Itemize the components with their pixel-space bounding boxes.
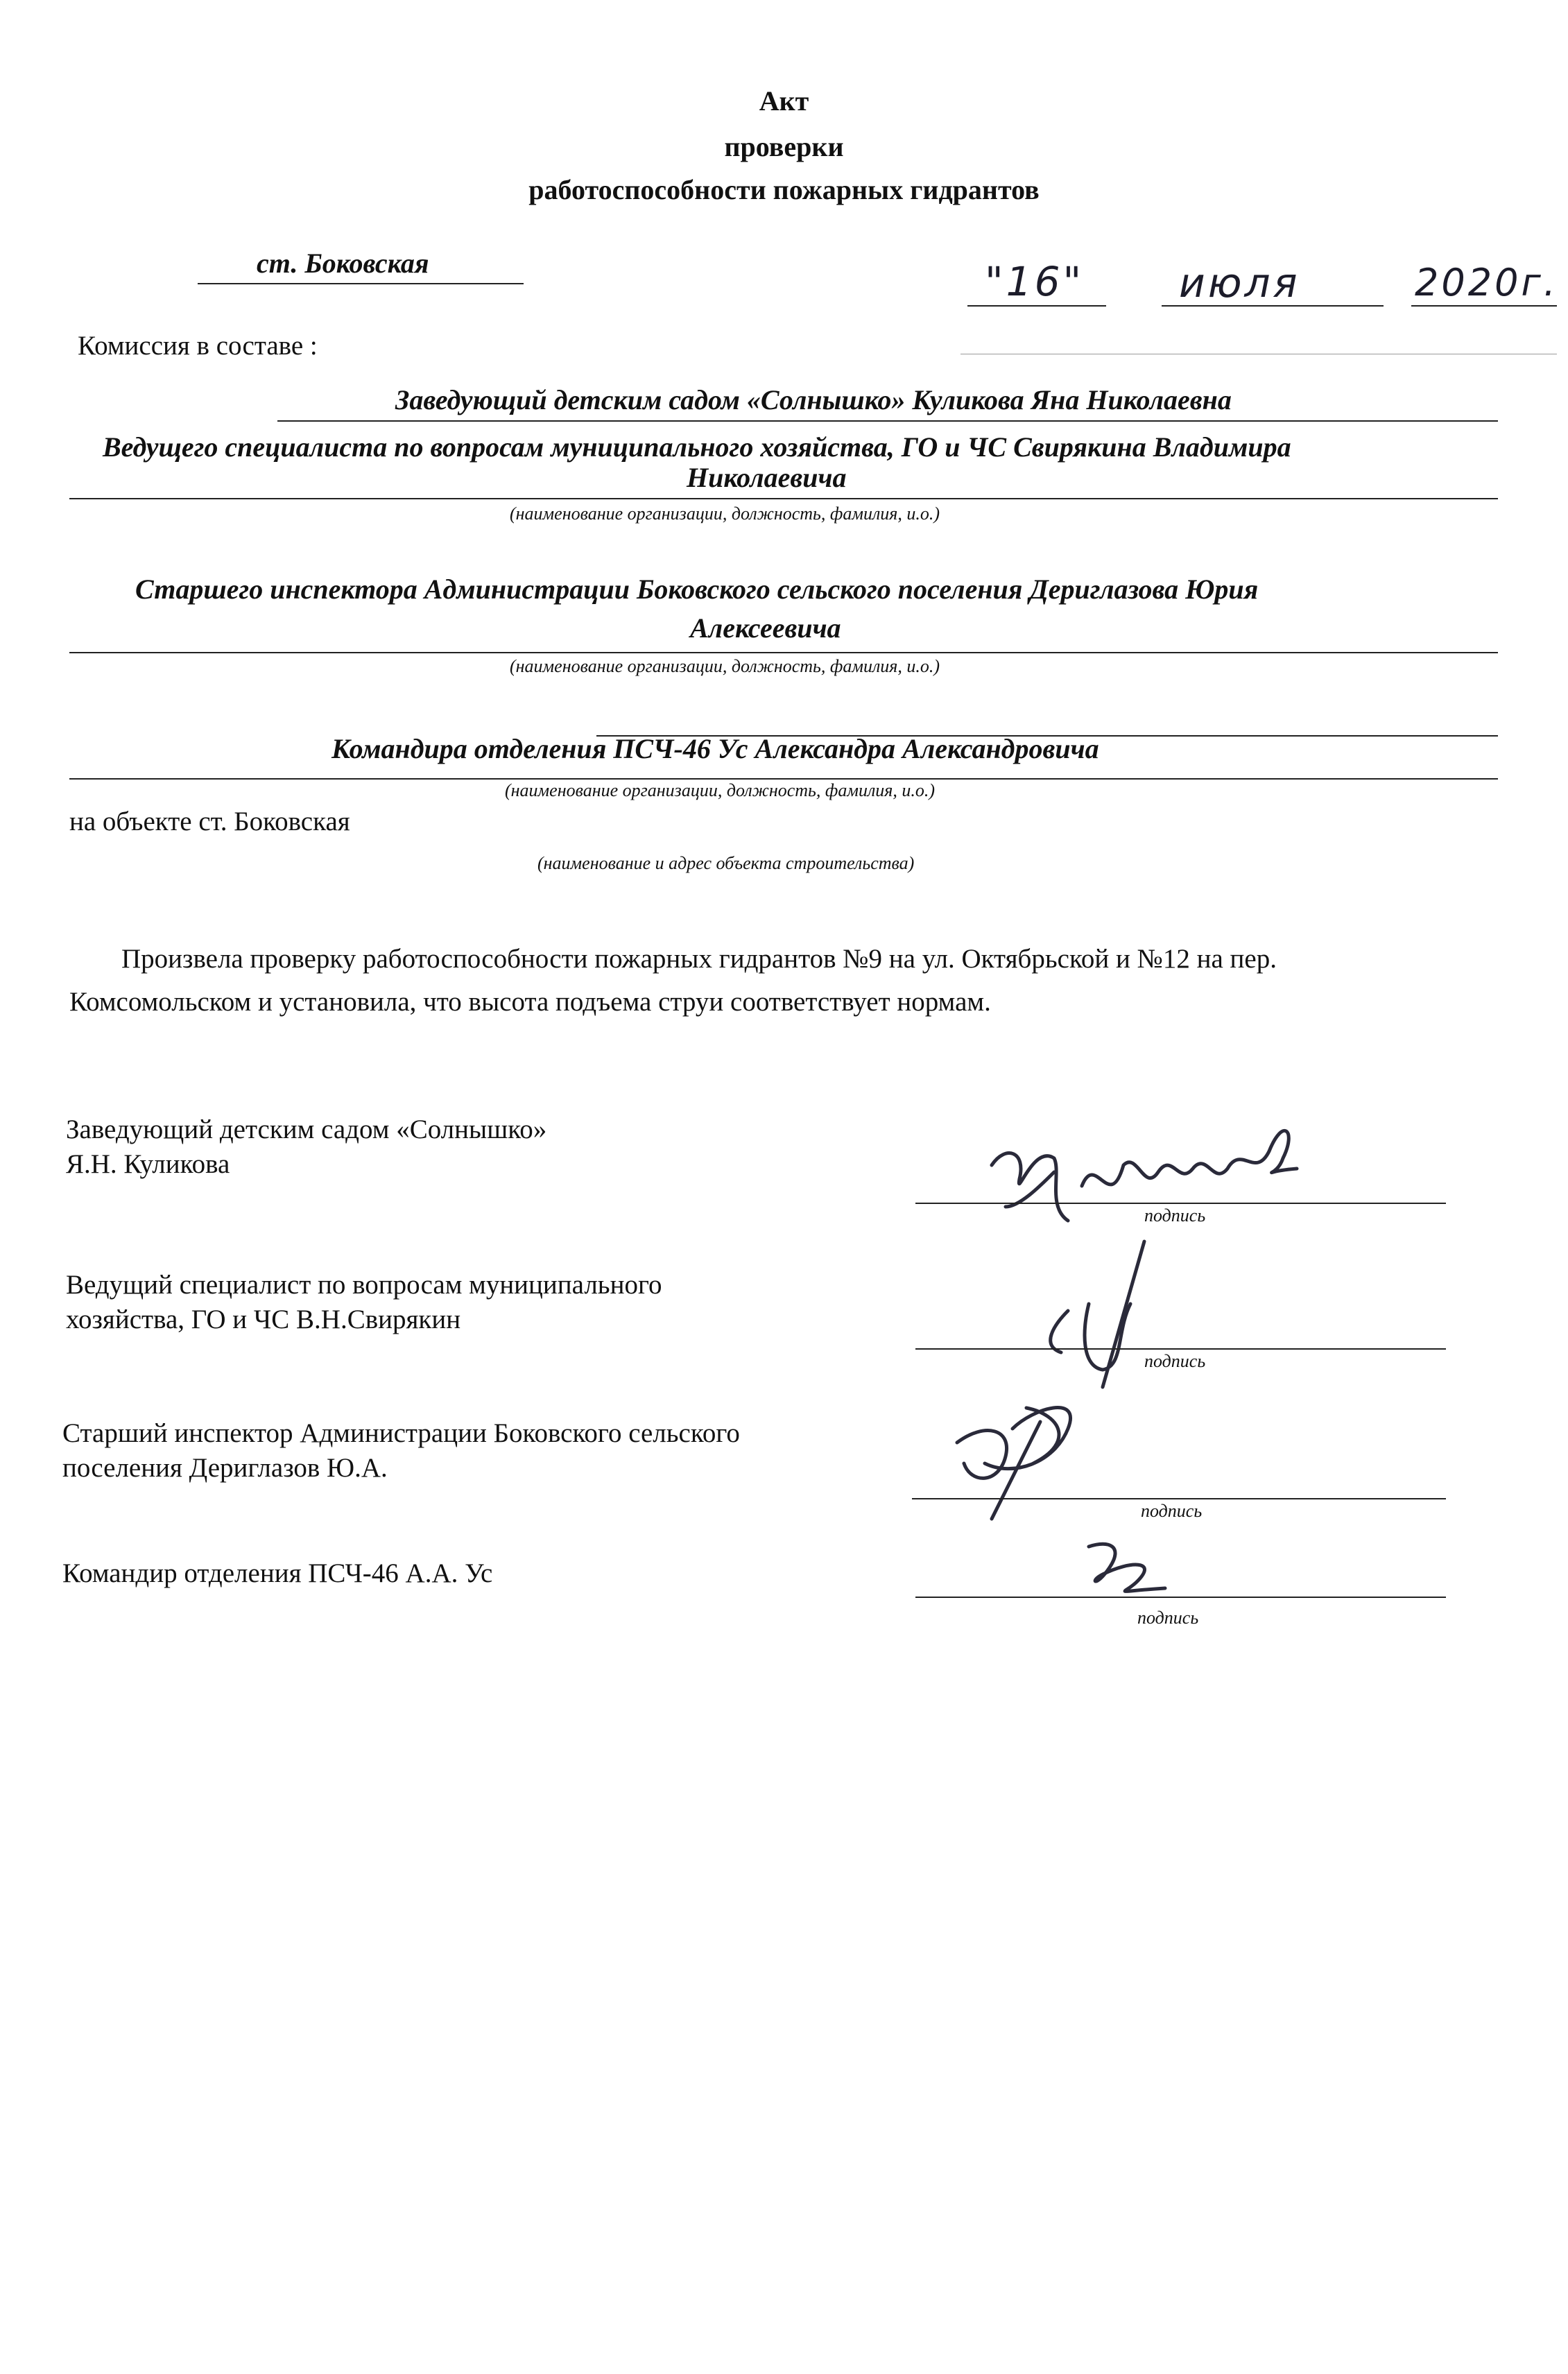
member-1-underline	[277, 420, 1498, 422]
signature-line-3	[912, 1498, 1446, 1499]
conclusion-line-1: Произвела проверку работоспособности пожарных гидрантов №9 на ул. Октябрьской и №12 на пер.	[121, 944, 1277, 974]
member-2-underline	[69, 498, 1498, 499]
signer-2-name: хозяйства, ГО и ЧС В.Н.Свирякин	[66, 1305, 461, 1334]
signer-3-name: поселения Дериглазов Ю.А.	[62, 1453, 388, 1483]
commission-member-3: Старшего инспектора Администрации Боковского сельского поселения Дериглазова Юрия	[135, 574, 1259, 605]
member-3-underline	[69, 652, 1498, 653]
signature-line-2	[915, 1348, 1446, 1350]
date-year: 2020г.	[1415, 261, 1558, 304]
doc-title-line2: проверки	[724, 131, 844, 162]
date-month: июля	[1179, 259, 1300, 307]
conclusion-line-2: Комсомольском и установила, что высота подъема струи соответствует нормам.	[69, 987, 991, 1017]
signer-1-name: Я.Н. Куликова	[66, 1149, 230, 1179]
signature-caption-1: подпись	[1144, 1205, 1206, 1225]
date-month-underline	[1162, 305, 1384, 307]
signer-4-role: Командир отделения ПСЧ-46 А.А. Ус	[62, 1558, 493, 1588]
signature-caption-4: подпись	[1137, 1608, 1199, 1628]
signer-1-role: Заведующий детским садом «Солнышко»	[66, 1115, 547, 1144]
place-text: ст. Боковская	[257, 248, 429, 279]
caption-org-2: (наименование организации, должность, фамилия, и.о.)	[510, 656, 940, 676]
signer-3-role: Старший инспектор Администрации Боковского сельского	[62, 1418, 740, 1448]
commission-member-2: Ведущего специалиста по вопросам муниципального хозяйства, ГО и ЧС Свирякина Владимира	[103, 431, 1291, 463]
date-year-underline	[1411, 305, 1557, 307]
signature-caption-3: подпись	[1141, 1501, 1203, 1521]
signature-line-4	[915, 1597, 1446, 1598]
commission-member-2-cont: Николаевича	[687, 462, 847, 493]
place-underline	[198, 283, 524, 284]
commission-label: Комиссия в составе :	[78, 331, 318, 361]
member-4-underline	[69, 778, 1498, 780]
signature-line-1	[915, 1203, 1446, 1204]
object-caption: (наименование и адрес объекта строительства)	[537, 853, 915, 873]
caption-org-1: (наименование организации, должность, фамилия, и.о.)	[510, 504, 940, 524]
doc-title: Акт	[759, 85, 809, 117]
commission-member-3-cont: Алексеевича	[690, 612, 841, 644]
date-day: "16"	[985, 258, 1085, 305]
signature-3-image	[943, 1380, 1123, 1526]
object-label: на объекте ст. Боковская	[69, 807, 350, 836]
doc-title-line3: работоспособности пожарных гидрантов	[528, 174, 1040, 205]
caption-org-3: (наименование организации, должность, фамилия, и.о.)	[505, 780, 936, 800]
signature-caption-2: подпись	[1144, 1351, 1206, 1371]
commission-member-4: Командира отделения ПСЧ-46 Ус Александра Александровича	[331, 733, 1099, 764]
signer-2-role: Ведущий специалист по вопросам муниципального	[66, 1270, 662, 1300]
commission-member-1: Заведующий детским садом «Солнышко» Куликова Яна Николаевна	[395, 384, 1232, 415]
date-day-underline	[967, 305, 1106, 307]
